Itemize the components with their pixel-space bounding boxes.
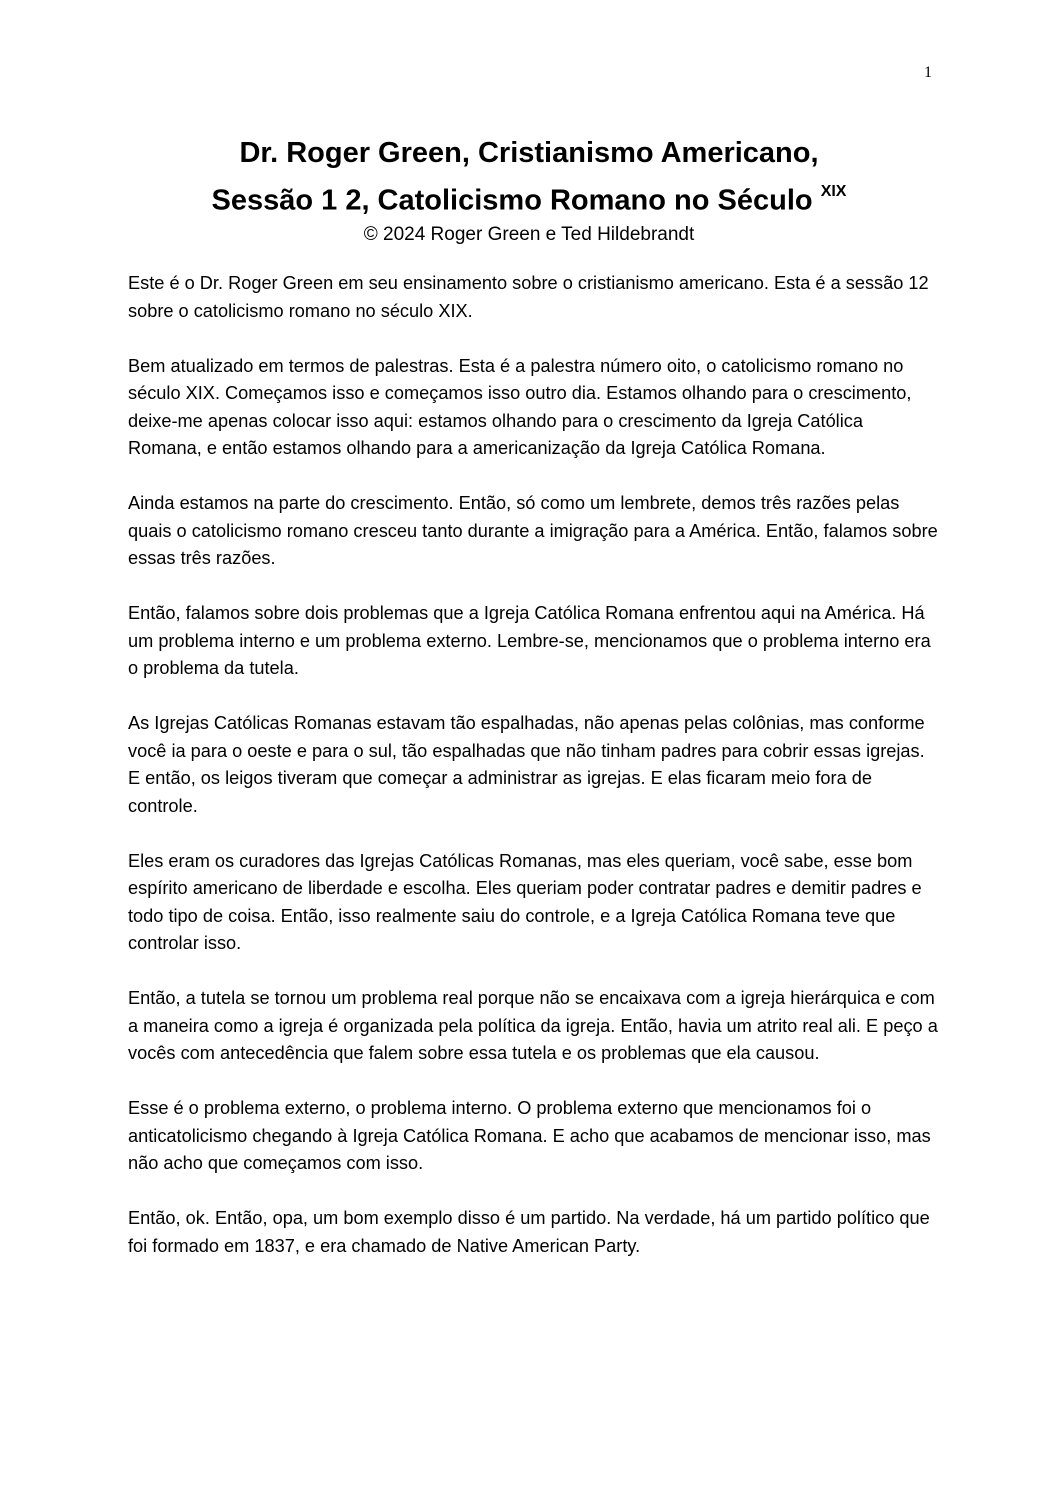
page-number: 1: [924, 64, 932, 81]
document-title-line-2-text: Sessão 1 2, Catolicismo Romano no Século: [211, 184, 813, 217]
paragraph: Então, falamos sobre dois problemas que a Igreja Católica Romana enfrentou aqui na América. Há um problema interno e um problema externo. Lembre-se, mencionamos que o problema interno era o problema da tutela.: [128, 603, 931, 678]
paragraph: Então, ok. Então, opa, um bom exemplo disso é um partido. Na verdade, há um partido político que foi formado em 1837, e era chamado de Native American Party.: [128, 1208, 930, 1256]
document-title-line-1: Dr. Roger Green, Cristianismo Americano,: [239, 137, 819, 169]
document-header: [0, 132, 1058, 248]
paragraph: As Igrejas Católicas Romanas estavam tão espalhadas, não apenas pelas colônias, mas conforme você ia para o oeste e para o sul, tão espalhadas que não tinham padres para cobrir essas igrejas. E então, os leigos tiveram que começar a administrar as igrejas. E elas ficaram meio fora de controle.: [128, 713, 925, 816]
paragraph: Esse é o problema externo, o problema interno. O problema externo que mencionamos foi o anticatolicismo chegando à Igreja Católica Romana. E acho que acabamos de mencionar isso, mas não acho que começamos com isso.: [128, 1098, 931, 1173]
paragraph: Ainda estamos na parte do crescimento. Então, só como um lembrete, demos três razões pelas quais o catolicismo romano cresceu tanto durante a imigração para a América. Então, falamos sobre essas três razões.: [128, 493, 938, 568]
paragraph: Então, a tutela se tornou um problema real porque não se encaixava com a igreja hierárquica e com a maneira como a igreja é organizada pela política da igreja. Então, havia um atrito real ali. E peço a vocês com antecedência que falem sobre essa tutela e os problemas que ela causou.: [128, 988, 938, 1063]
document-body: [128, 270, 938, 1288]
paragraph: Bem atualizado em termos de palestras. Esta é a palestra número oito, o catolicismo romano no século XIX. Começamos isso e começamos isso outro dia. Estamos olhando para o crescimento, deixe-me apenas colocar isso aqui: estamos olhando para o crescimento da Igreja Católica Romana, e então estamos olhando para a americanização da Igreja Católica Romana.: [128, 355, 912, 458]
title-superscript: XIX: [820, 183, 847, 200]
document-title-line-2: [0, 174, 1058, 222]
copyright-line: © 2024 Roger Green e Ted Hildebrandt: [363, 223, 695, 245]
paragraph: Eles eram os curadores das Igrejas Católicas Romanas, mas eles queriam, você sabe, esse bom espírito americano de liberdade e escolha. Eles queriam poder contratar padres e demitir padres e todo tipo de coisa. Então, isso realmente saiu do controle, e a Igreja Católica Romana teve que controlar isso.: [128, 850, 922, 953]
paragraph: Este é o Dr. Roger Green em seu ensinamento sobre o cristianismo americano. Esta é a sessão 12 sobre o catolicismo romano no século XIX.: [128, 273, 929, 321]
